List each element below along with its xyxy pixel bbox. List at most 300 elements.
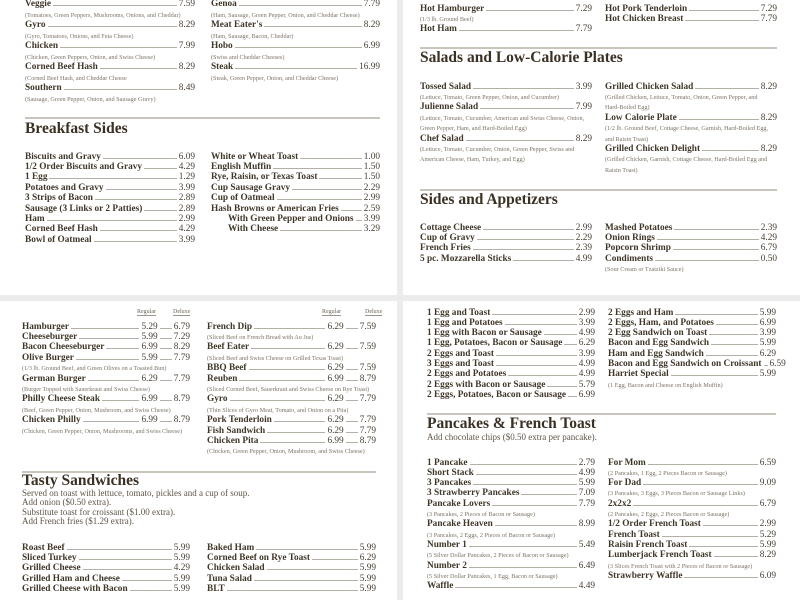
dot-leader: [496, 364, 577, 366]
item-name: Ham and Egg Sandwich: [608, 348, 704, 359]
menu-item[interactable]: [427, 561, 595, 571]
item-name: Short Stack: [427, 467, 474, 478]
menu-item[interactable]: [207, 543, 376, 553]
menu-item[interactable]: [605, 223, 777, 233]
menu-item[interactable]: [608, 369, 776, 379]
section-title: Salads and Low-Calorie Plates: [420, 49, 623, 66]
dot-leader: [684, 576, 757, 578]
menu-item[interactable]: [608, 519, 776, 529]
item-description: (Chicken, Green Peppers, Onion, and Swiss Cheese): [25, 53, 156, 61]
item-price: 5.99: [359, 573, 376, 584]
item-name: Chef Salad: [420, 133, 464, 144]
dot-leader: [319, 177, 361, 179]
dot-leader: [496, 354, 577, 356]
item-price-deluxe: 7.79: [359, 415, 376, 426]
section-note: Add French fries ($1.29 extra).: [22, 516, 134, 527]
item-price-regular: 5.99: [141, 331, 158, 342]
menu-panel-salads-sides: [403, 0, 800, 295]
item-name: Julienne Salad: [420, 102, 479, 113]
menu-item[interactable]: [211, 162, 380, 172]
menu-item[interactable]: [427, 478, 595, 488]
item-description: (1/3 lb. Ground Beef): [420, 16, 474, 23]
item-price-deluxe: 8.79: [173, 394, 190, 405]
item-name: Sausage (3 Links or 2 Patties): [25, 203, 143, 214]
menu-item[interactable]: [22, 374, 190, 384]
menu-item[interactable]: [25, 162, 195, 172]
item-name: 1/2 Order Biscuits and Gravy: [25, 161, 143, 172]
item-price-regular: 6.99: [141, 415, 158, 426]
item-name: 1 Egg and Toast: [427, 307, 491, 318]
item-price: 6.29: [759, 348, 776, 359]
dot-leader: [47, 219, 177, 221]
dot-leader: [160, 420, 172, 422]
item-price-regular: 6.29: [141, 373, 158, 384]
menu-item[interactable]: [25, 183, 195, 193]
item-name: English Muffin: [211, 161, 272, 172]
item-name: Genoa: [211, 0, 237, 9]
dot-leader: [160, 347, 172, 349]
menu-item[interactable]: [427, 380, 595, 390]
item-price-deluxe: 8.79: [359, 373, 376, 384]
menu-item[interactable]: [608, 359, 786, 369]
item-price: 4.29: [178, 161, 195, 172]
item-name: Biscuits and Gravy: [25, 151, 101, 162]
dot-leader: [459, 29, 574, 31]
dot-leader: [346, 327, 358, 329]
menu-item[interactable]: [211, 0, 380, 9]
dot-leader: [544, 333, 577, 335]
section-note: Substitute toast for croissant ($1.00 extra).: [22, 506, 176, 517]
dot-leader: [662, 535, 758, 537]
dot-leader: [648, 463, 758, 465]
item-price: 4.29: [760, 232, 777, 243]
item-name: 2 Eggs, Potatoes, Bacon or Sausage: [427, 389, 567, 400]
item-description: (Sausage, Green Pepper, Onion, and Sausage Gravy): [25, 95, 156, 103]
item-price-deluxe: 8.79: [359, 435, 376, 446]
dot-leader: [346, 347, 358, 349]
menu-item[interactable]: [22, 332, 190, 342]
item-price-regular: 5.99: [141, 352, 158, 363]
item-price: 5.99: [759, 539, 776, 550]
item-price: 8.29: [575, 133, 592, 144]
menu-item[interactable]: [608, 318, 776, 328]
item-price: 3.99: [578, 317, 595, 328]
menu-item[interactable]: [608, 530, 776, 540]
item-name: With Green Pepper and Onions: [228, 213, 354, 224]
item-price: 5.99: [359, 584, 376, 595]
item-name: 1/2 Order French Toast: [608, 519, 701, 530]
menu-item[interactable]: [608, 571, 776, 581]
dot-leader: [508, 374, 576, 376]
item-price-regular: 6.99: [327, 435, 344, 446]
menu-item[interactable]: [207, 394, 376, 404]
item-price-regular: 6.29: [327, 342, 344, 353]
menu-item[interactable]: [427, 519, 595, 529]
menu-item[interactable]: [25, 20, 195, 30]
dot-leader: [505, 323, 577, 325]
menu-item[interactable]: [608, 499, 776, 509]
item-name: Pancake Lovers: [427, 498, 491, 509]
item-name: 3 Pancakes: [427, 478, 472, 489]
item-name: Hot Hamburger: [420, 4, 485, 14]
menu-item[interactable]: [25, 152, 195, 162]
dot-leader: [673, 248, 759, 250]
menu-item[interactable]: [608, 540, 776, 550]
item-description: (5 Silver Dollar Pancakes, 1 Egg, Bacon or Sausage): [427, 572, 558, 580]
item-price: 3.99: [178, 234, 195, 245]
menu-item[interactable]: [427, 468, 595, 478]
section-title: Sides and Appetizers: [420, 191, 558, 208]
item-description: (Sliced Beef and Swiss Cheese on Grilled Texas Toast): [207, 354, 344, 362]
item-description: (Ham, Sausage, Bacon, Cheddar): [211, 32, 294, 40]
item-name: Bacon Cheeseburger: [22, 342, 105, 353]
item-name: Number 2: [427, 560, 467, 571]
dot-leader: [341, 209, 362, 211]
dot-leader: [473, 87, 574, 89]
dot-leader: [655, 259, 759, 261]
menu-item[interactable]: [207, 553, 376, 563]
item-price: 2.99: [363, 193, 380, 204]
item-name: 2 Eggs and Toast: [427, 348, 494, 359]
menu-item[interactable]: [207, 563, 376, 573]
item-price-regular: 6.99: [327, 373, 344, 384]
item-price: 8.29: [759, 550, 776, 561]
item-name: 2 Eggs and Ham: [608, 307, 674, 318]
menu-item[interactable]: [22, 543, 190, 553]
menu-item[interactable]: [22, 563, 190, 573]
item-price: 4.99: [578, 467, 595, 478]
menu-item[interactable]: [25, 0, 195, 9]
item-price: 5.99: [359, 563, 376, 574]
menu-item[interactable]: [427, 499, 595, 509]
menu-item[interactable]: [608, 550, 776, 560]
menu-item[interactable]: [420, 24, 592, 34]
menu-item[interactable]: [25, 83, 195, 93]
item-price: 2.99: [578, 307, 595, 318]
item-price: 6.09: [759, 570, 776, 581]
item-name: Beef Eater: [207, 342, 250, 353]
item-price: 6.29: [359, 552, 376, 563]
menu-item[interactable]: [207, 374, 376, 384]
dot-leader: [643, 483, 758, 485]
menu-item[interactable]: [22, 584, 190, 594]
menu-item[interactable]: [608, 349, 776, 359]
menu-item[interactable]: [22, 322, 190, 332]
menu-item[interactable]: [420, 134, 592, 144]
item-description: (Lettuce, Tomato, Cucumber, Onion, Green Pepper, Swiss and: [420, 145, 575, 153]
item-name: 2 Eggs and Potatoes: [427, 369, 507, 380]
item-description: Hard-Boiled Egg): [605, 104, 650, 112]
menu-item[interactable]: [228, 224, 380, 234]
menu-item[interactable]: [22, 553, 190, 563]
item-description: (Chicken, Green Pepper, Onion, Mushroom, and Swiss Cheese): [207, 448, 365, 456]
item-description: American Cheese, Ham, Turkey, and Egg): [420, 156, 525, 164]
item-name: Hamburger: [22, 321, 69, 332]
dot-leader: [716, 323, 758, 325]
item-price: 2.59: [363, 203, 380, 214]
menu-item[interactable]: [25, 62, 195, 72]
dot-leader: [106, 188, 177, 190]
dot-leader: [470, 463, 577, 465]
menu-item[interactable]: [427, 390, 595, 400]
item-name: German Burger: [22, 373, 86, 384]
menu-item[interactable]: [608, 478, 776, 488]
menu-item[interactable]: [25, 235, 195, 245]
item-name: Grilled Chicken Delight: [605, 143, 701, 154]
menu-item[interactable]: [207, 426, 376, 436]
menu-item[interactable]: [608, 338, 776, 348]
item-name: BBQ Beef: [207, 363, 247, 374]
item-name: Cottage Cheese: [420, 222, 482, 233]
item-name: Potatoes and Gravy: [25, 182, 104, 193]
menu-item[interactable]: [420, 4, 592, 14]
item-price-regular: 6.99: [141, 342, 158, 353]
item-price: 3.29: [363, 224, 380, 235]
menu-item[interactable]: [211, 183, 380, 193]
item-price: 7.29: [760, 4, 777, 14]
dot-leader: [675, 313, 757, 315]
item-price: 2.99: [759, 519, 776, 530]
dot-leader: [679, 118, 759, 120]
item-price: 3.99: [578, 348, 595, 359]
dot-leader: [239, 379, 325, 381]
menu-item[interactable]: [25, 172, 195, 182]
menu-item[interactable]: [427, 318, 595, 328]
menu-item[interactable]: [427, 458, 595, 468]
menu-item[interactable]: [22, 415, 190, 425]
menu-item[interactable]: [427, 308, 595, 318]
item-name: BLT: [207, 584, 225, 595]
dot-leader: [685, 19, 758, 21]
section-note: Served on toast with lettuce, tomato, pickles and a cup of soup.: [22, 488, 250, 498]
item-name: 1 Pancake: [427, 457, 468, 468]
dot-leader: [249, 368, 326, 370]
menu-item[interactable]: [207, 415, 376, 425]
menu-item[interactable]: [211, 204, 380, 214]
item-price-deluxe: 7.29: [173, 331, 190, 342]
item-name: Hobo: [211, 41, 233, 51]
item-price: 5.99: [359, 542, 376, 553]
menu-item[interactable]: [608, 458, 776, 468]
dot-leader: [714, 555, 758, 557]
menu-item[interactable]: [207, 574, 376, 584]
item-price: 4.99: [578, 359, 595, 369]
item-name: Olive Burger: [22, 352, 74, 363]
item-description: (Corned Beef Hash, and Cheddar Cheese: [25, 74, 127, 82]
item-price: 4.99: [575, 253, 592, 264]
item-description: (Sliced Beef on French Bread with Au Jus): [207, 333, 314, 341]
item-name: Corned Beef Hash: [25, 62, 98, 72]
item-name: Harriet Special: [608, 369, 669, 380]
item-price: 3.99: [575, 81, 592, 92]
menu-item[interactable]: [207, 342, 376, 352]
item-price: 4.29: [178, 224, 195, 235]
menu-item[interactable]: [427, 581, 595, 591]
menu-item[interactable]: [427, 359, 595, 369]
item-description: (Thin Slices of Gyro Meat, Tomato, and Onion on a Pita): [207, 406, 349, 414]
menu-item[interactable]: [207, 436, 376, 446]
dot-leader: [49, 177, 176, 179]
item-name: Sliced Turkey: [22, 552, 77, 563]
menu-item[interactable]: [25, 204, 195, 214]
menu-item[interactable]: [420, 223, 592, 233]
item-name: Baked Ham: [207, 542, 255, 553]
menu-item[interactable]: [211, 193, 380, 203]
menu-item[interactable]: [605, 113, 777, 123]
menu-item[interactable]: [427, 338, 595, 348]
item-price-deluxe: 7.59: [359, 321, 376, 332]
item-name: With Cheese: [228, 224, 279, 235]
menu-item[interactable]: [420, 243, 592, 253]
menu-item[interactable]: [608, 328, 776, 338]
menu-item[interactable]: [211, 62, 380, 72]
dot-leader: [764, 364, 768, 366]
dot-leader: [346, 368, 358, 370]
menu-item[interactable]: [427, 349, 595, 359]
dot-leader: [346, 431, 358, 433]
item-name: 5 pc. Mozzarella Sticks: [420, 253, 512, 264]
menu-item[interactable]: [228, 214, 380, 224]
menu-item[interactable]: [211, 172, 380, 182]
item-name: Corned Beef Hash: [25, 224, 98, 235]
dot-leader: [280, 229, 362, 231]
item-price: 6.29: [578, 338, 595, 349]
menu-item[interactable]: [605, 4, 777, 14]
item-price: 1.50: [363, 172, 380, 183]
dot-leader: [513, 259, 573, 261]
menu-item[interactable]: [211, 20, 380, 30]
item-price-regular: 6.29: [327, 425, 344, 436]
dot-leader: [256, 548, 357, 550]
item-price: 5.99: [759, 307, 776, 318]
menu-item[interactable]: [605, 82, 777, 92]
menu-item[interactable]: [25, 214, 195, 224]
item-name: Steak: [211, 62, 234, 72]
item-price: 7.09: [578, 488, 595, 499]
menu-item[interactable]: [605, 233, 777, 243]
item-name: For Dad: [608, 478, 642, 489]
item-name: Hot Chicken Breast: [605, 14, 684, 24]
item-name: Pork Tenderloin: [207, 415, 272, 426]
dot-leader: [521, 493, 576, 495]
dot-leader: [267, 568, 358, 570]
dot-leader: [122, 579, 172, 581]
item-price: 7.59: [178, 0, 195, 9]
menu-item[interactable]: [420, 102, 592, 112]
item-name: For Mom: [608, 457, 646, 468]
item-name: 3 Eggs and Toast: [427, 359, 494, 369]
menu-item[interactable]: [22, 353, 190, 363]
dot-leader: [477, 238, 574, 240]
menu-item[interactable]: [420, 233, 592, 243]
item-name: 1 Egg and Potatoes: [427, 317, 503, 328]
menu-item[interactable]: [207, 363, 376, 373]
item-description: (Steak, Green Pepper, Onion, and Cheddar Cheese): [211, 74, 339, 82]
menu-item[interactable]: [211, 41, 380, 51]
menu-item[interactable]: [605, 144, 777, 154]
section-divider: [25, 117, 380, 119]
item-description: (1/2 lb. Ground Beef, Cottage Cheese, Garnish, Hard-Boiled Egg,: [605, 125, 769, 133]
item-description: Raisin Toast): [605, 166, 638, 174]
item-name: Philly Cheese Steak: [22, 394, 100, 405]
column-header-deluxe: Deluxe: [365, 309, 383, 315]
item-description: (2 Pancakes, 2 Eggs, 2 Pieces Bacon or Sausage): [608, 511, 730, 518]
item-name: Mashed Potatoes: [605, 222, 673, 233]
item-price: 5.99: [173, 542, 190, 553]
menu-item[interactable]: [420, 254, 592, 264]
dot-leader: [106, 347, 139, 349]
item-price: 3.99: [759, 328, 776, 339]
menu-item[interactable]: [427, 540, 595, 550]
menu-item[interactable]: [207, 322, 376, 332]
item-price: 3.99: [178, 182, 195, 193]
menu-item[interactable]: [427, 488, 595, 498]
dot-leader: [709, 333, 758, 335]
menu-item[interactable]: [25, 193, 195, 203]
dot-leader: [711, 343, 758, 345]
menu-item[interactable]: [22, 342, 190, 352]
item-price: 16.99: [359, 62, 380, 72]
menu-item[interactable]: [605, 254, 777, 264]
menu-item[interactable]: [605, 14, 777, 24]
menu-item[interactable]: [605, 243, 777, 253]
item-description: (Lettuce, Tomato, Green Pepper, Onion, and Cucumber): [420, 93, 560, 101]
dot-leader: [346, 399, 358, 401]
menu-item[interactable]: [211, 152, 380, 162]
item-description: (Grilled Chicken, Lettuce, Tomato, Onion, Green Pepper, and: [605, 93, 758, 101]
menu-item[interactable]: [427, 328, 595, 338]
menu-item[interactable]: [25, 41, 195, 51]
menu-item[interactable]: [22, 394, 190, 404]
menu-item[interactable]: [427, 369, 595, 379]
dot-leader: [235, 67, 357, 69]
item-price-deluxe: 7.79: [173, 373, 190, 384]
menu-item[interactable]: [420, 82, 592, 92]
item-name: 1 Egg: [25, 172, 48, 183]
dot-leader: [95, 198, 177, 200]
item-price: 7.99: [575, 102, 592, 113]
item-description: (Lettuce, Tomato, Cucumber, American and Swiss Cheese, Onion,: [420, 114, 585, 122]
dot-leader: [130, 589, 172, 591]
dot-leader: [486, 9, 573, 11]
dot-leader: [469, 545, 577, 547]
menu-panel-eggs-pancakes: [403, 301, 800, 600]
menu-panel-omelets-breakfast-sides: [0, 0, 397, 295]
item-price: 2.39: [760, 222, 777, 233]
menu-item[interactable]: [608, 308, 776, 318]
dot-leader: [88, 379, 140, 381]
item-name: Condiments: [605, 253, 654, 264]
item-name: Chicken Philly: [22, 415, 81, 426]
item-description: (Chicken, Green Pepper, Onion, Mushrooms, and Swiss Cheese): [22, 427, 183, 435]
item-price: 2.99: [178, 213, 195, 224]
dot-leader: [703, 524, 758, 526]
menu-item[interactable]: [25, 224, 195, 234]
item-name: French Toast: [608, 529, 660, 540]
dot-leader: [227, 589, 358, 591]
item-price: 6.99: [363, 41, 380, 51]
item-price: 6.59: [769, 359, 786, 369]
item-name: Lumberjack French Toast: [608, 550, 712, 561]
menu-item[interactable]: [22, 574, 190, 584]
item-price: 6.79: [759, 498, 776, 509]
item-name: 1 Egg, Potatoes, Bacon or Sausage: [427, 338, 563, 349]
menu-item[interactable]: [207, 584, 376, 594]
dot-leader: [160, 358, 172, 360]
item-price: 7.29: [575, 4, 592, 14]
item-description: (Tomatoes, Green Peppers, Mushrooms, Onions, and Cheddar): [25, 11, 181, 19]
item-price: 7.79: [760, 14, 777, 24]
